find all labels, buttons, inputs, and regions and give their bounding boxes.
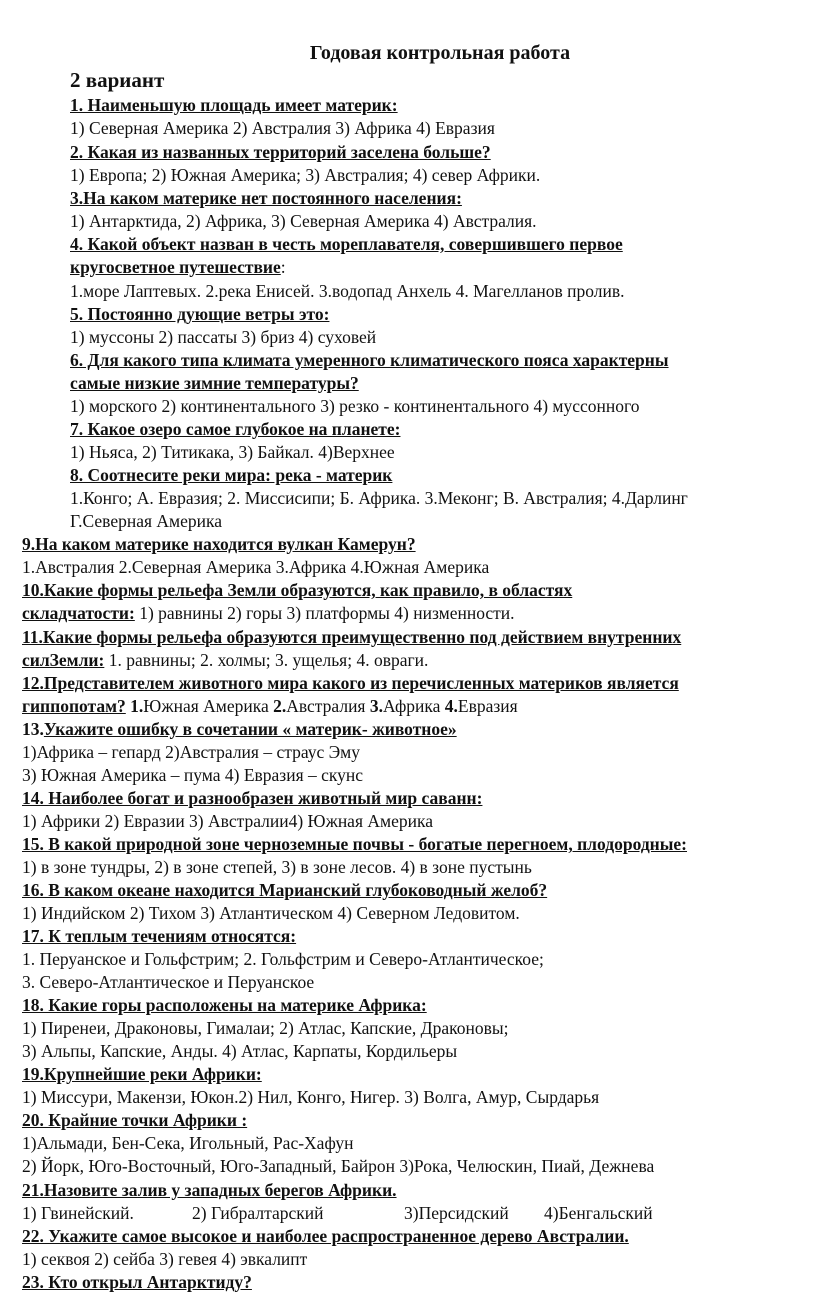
answer-11: 1. равнины; 2. холмы; 3. ущелья; 4. овраги. — [104, 650, 429, 670]
answer-20-line2: 2) Йорк, Юго-Восточный, Юго-Западный, Байрон 3)Рока, Челюскин, Пиай, Дежнева — [22, 1156, 655, 1176]
answer-18-line2: 3) Альпы, Капские, Анды. 4) Атлас, Карпаты, Кордильеры — [22, 1041, 458, 1061]
answer-22: 1) секвоя 2) сейба 3) гевея 4) эвкалипт — [22, 1249, 308, 1269]
answer-21-opt2: 2) Гибралтарский — [192, 1203, 324, 1223]
question-5: 5. Постоянно дующие ветры это: — [70, 304, 330, 324]
answer-18-line1: 1) Пиренеи, Драконовы, Гималаи; 2) Атлас, Капские, Драконовы; — [22, 1018, 509, 1038]
question-23: 23. Кто открыл Антарктиду? — [22, 1272, 252, 1292]
question-8: 8. Соотнесите реки мира: река - материк — [70, 465, 393, 485]
answer-14: 1) Африки 2) Евразии 3) Австралии4) Южная Америка — [22, 811, 433, 831]
question-18: 18. Какие горы расположены на материке Африка: — [22, 995, 427, 1015]
answer-12-num3: 3. — [369, 696, 383, 716]
answer-17-line2: 3. Северо-Атлантическое и Перуанское — [22, 972, 315, 992]
question-13-text: Укажите ошибку в сочетании « материк- животное» — [43, 719, 457, 739]
question-12-text2: гиппопотам? — [22, 696, 126, 716]
question-4-text2: кругосветное путешествие — [70, 257, 281, 277]
question-6-line1: 6. Для какого типа климата умеренного климатического пояса характерны — [70, 350, 669, 370]
question-19: 19.Крупнейшие реки Африки: — [22, 1064, 262, 1084]
answer-4: 1.море Лаптевых. 2.река Енисей. 3.водопад Анхель 4. Магелланов пролив. — [70, 281, 625, 301]
question-20: 20. Крайние точки Африки : — [22, 1110, 248, 1130]
question-11-text2: силЗемли: — [22, 650, 105, 670]
question-12-line2 — [22, 695, 518, 717]
answer-9: 1.Австралия 2.Северная Америка 3.Африка 4.Южная Америка — [22, 557, 490, 577]
question-22: 22. Укажите самое высокое и наиболее распространенное дерево Австралии. — [22, 1226, 629, 1246]
answer-21-opt1: 1) Гвинейский. — [22, 1203, 134, 1223]
answer-3: 1) Антарктида, 2) Африка, 3) Северная Америка 4) Австралия. — [70, 211, 537, 231]
question-13 — [22, 718, 457, 740]
question-21: 21.Назовите залив у западных берегов Африки. — [22, 1180, 397, 1200]
question-14: 14. Наиболее богат и разнообразен животный мир саванн: — [22, 788, 483, 808]
answer-5: 1) муссоны 2) пассаты 3) бриз 4) суховей — [70, 327, 377, 347]
answer-12-opt1: Южная Америка — [143, 696, 274, 716]
question-4-line2 — [70, 256, 286, 278]
question-10-line1: 10.Какие формы рельефа Земли образуются, как правило, в областях — [22, 580, 573, 600]
question-13-num: 13. — [22, 719, 44, 739]
answer-12-num4: 4. — [444, 696, 458, 716]
answer-7: 1) Ньяса, 2) Титикака, 3) Байкал. 4)Верхнее — [70, 442, 395, 462]
answer-2: 1) Европа; 2) Южная Америка; 3) Австралия; 4) север Африки. — [70, 165, 541, 185]
question-6-line2: самые низкие зимние температуры? — [70, 373, 359, 393]
answer-12-opt4: Евразия — [457, 696, 518, 716]
question-12-line1: 12.Представителем животного мира какого из перечисленных материков является — [22, 673, 679, 693]
variant-label: 2 вариант — [70, 68, 165, 92]
answer-21-opt4: 4)Бенгальский — [544, 1203, 653, 1223]
question-9: 9.На каком материке находится вулкан Камерун? — [22, 534, 416, 554]
answer-8-line1: 1.Конго; А. Евразия; 2. Миссисипи; Б. Африка. 3.Меконг; В. Австралия; 4.Дарлинг — [70, 488, 688, 508]
answer-13-line1: 1)Африка – гепард 2)Австралия – страус Эму — [22, 742, 361, 762]
question-16: 16. В каком океане находится Марианский глубоководный желоб? — [22, 880, 548, 900]
answer-16: 1) Индийском 2) Тихом 3) Атлантическом 4) Северном Ледовитом. — [22, 903, 520, 923]
question-4-line1: 4. Какой объект назван в честь мореплавателя, совершившего первое — [70, 234, 623, 254]
answer-21 — [22, 1202, 782, 1224]
answer-8-line2: Г.Северная Америка — [70, 511, 223, 531]
answer-20-line1: 1)Альмади, Бен-Сека, Игольный, Рас-Хафун — [22, 1133, 354, 1153]
answer-17-line1: 1. Перуанское и Гольфстрим; 2. Гольфстрим и Северо-Атлантическое; — [22, 949, 544, 969]
question-7: 7. Какое озеро самое глубокое на планете: — [70, 419, 401, 439]
answer-19: 1) Миссури, Макензи, Юкон.2) Нил, Конго, Нигер. 3) Волга, Амур, Сырдарья — [22, 1087, 600, 1107]
answer-13-line2: 3) Южная Америка – пума 4) Евразия – скунс — [22, 765, 364, 785]
question-11-line2 — [22, 649, 428, 671]
answer-10: 1) равнины 2) горы 3) платформы 4) низменности. — [134, 603, 515, 623]
question-10-line2 — [22, 602, 515, 624]
question-1: 1. Наименьшую площадь имеет материк: — [70, 95, 398, 115]
answer-12-opt2: Австралия — [286, 696, 370, 716]
answer-15: 1) в зоне тундры, 2) в зоне степей, 3) в зоне лесов. 4) в зоне пустынь — [22, 857, 532, 877]
document-title: Годовая контрольная работа — [309, 42, 571, 64]
question-2: 2. Какая из названных территорий заселена больше? — [70, 142, 491, 162]
question-15: 15. В какой природной зоне черноземные почвы - богатые перегноем, плодородные: — [22, 834, 688, 854]
answer-12-num1: 1. — [125, 696, 144, 716]
answer-12-num2: 2. — [273, 696, 287, 716]
question-11-line1: 11.Какие формы рельефа образуются преимущественно под действием внутренних — [22, 627, 682, 647]
answer-6: 1) морского 2) континентального 3) резко - континентального 4) муссонного — [70, 396, 640, 416]
question-4-colon: : — [280, 257, 286, 277]
question-3: 3.На каком материке нет постоянного населения: — [70, 188, 462, 208]
answer-21-opt3: 3)Персидский — [404, 1203, 509, 1223]
answer-12-opt3: Африка — [382, 696, 445, 716]
question-17: 17. К теплым течениям относятся: — [22, 926, 297, 946]
answer-1: 1) Северная Америка 2) Австралия 3) Африка 4) Евразия — [70, 118, 495, 138]
question-10-text2: складчатости: — [22, 603, 135, 623]
